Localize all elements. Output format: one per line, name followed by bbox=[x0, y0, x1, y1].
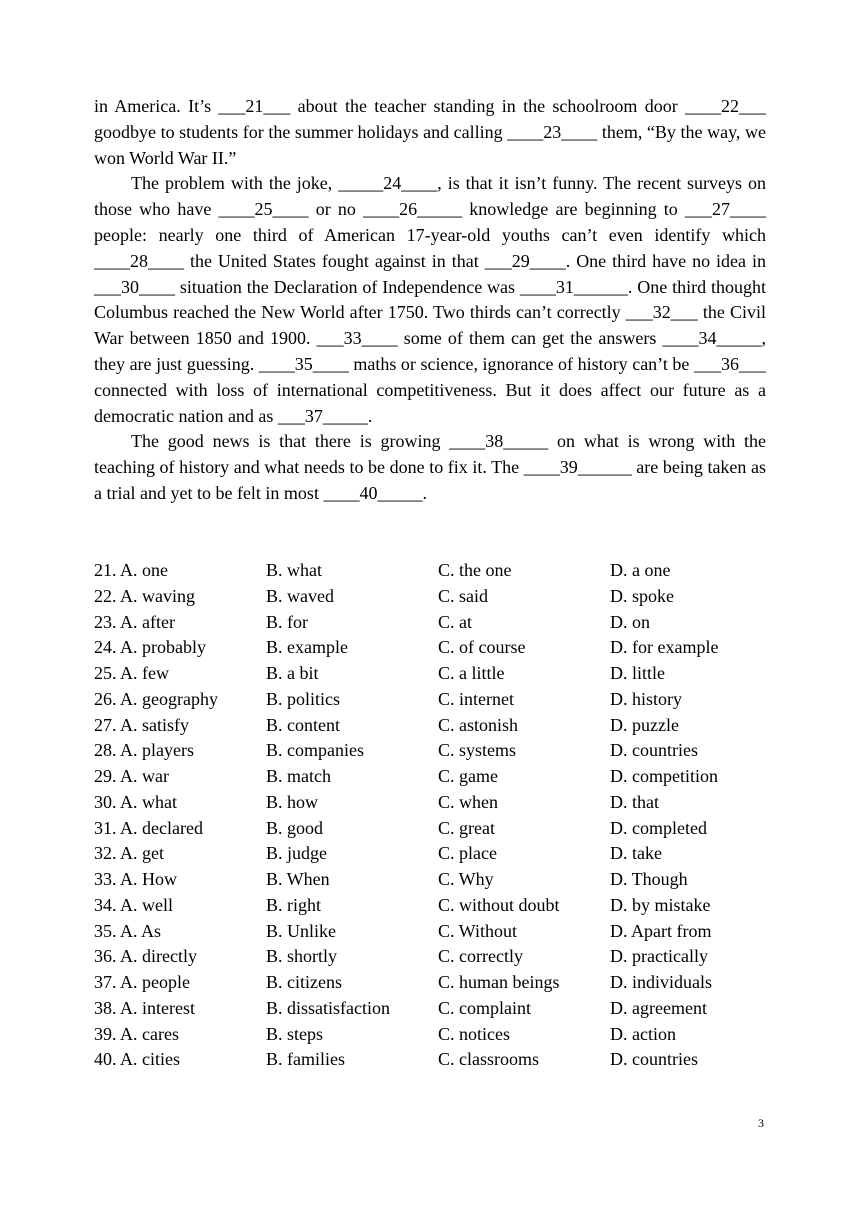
option-b: B. example bbox=[266, 637, 348, 658]
option-b: B. families bbox=[266, 1049, 345, 1070]
question-row bbox=[94, 713, 774, 739]
question-row bbox=[94, 996, 774, 1022]
option-d: D. a one bbox=[610, 560, 671, 580]
option-a: 31. A. declared bbox=[94, 817, 203, 838]
option-a: 28. A. players bbox=[94, 740, 194, 761]
question-row bbox=[94, 919, 774, 945]
option-c: C. Without bbox=[438, 920, 517, 941]
passage-paragraph-2: The problem with the joke, _____24____, is that it isn’t funny. The recent surveys on those who have ____25____ or no ____26_____ knowledge are beginning to ___27____ people: nearly one third of American 17-year-old youths can’t even identify which ____28____ the United States fought against in that ___29____. One third have no idea in ___30____ situation the Declaration of Independence was ____31______. One third thought Columbus reached the New World after 1750. Two thirds can’t correctly ___32___ the Civil War between 1850 and 1900. ___33____ some of them can get the answers ____34_____, they are just guessing. ____35____ maths or science, ignorance of history can’t be ___36___ connected with loss of international competitiveness. But it does affect our future as a democratic nation and as ___37_____. bbox=[94, 173, 766, 426]
option-c: C. at bbox=[438, 611, 472, 632]
option-c: C. internet bbox=[438, 688, 514, 709]
question-row bbox=[94, 1022, 774, 1048]
option-a: 21. A. one bbox=[94, 560, 168, 580]
question-row bbox=[94, 790, 774, 816]
option-a: 38. A. interest bbox=[94, 997, 195, 1018]
question-row bbox=[94, 635, 774, 661]
option-b: B. match bbox=[266, 766, 331, 786]
page-number: 3 bbox=[758, 1116, 764, 1130]
option-a: 39. A. cares bbox=[94, 1023, 179, 1044]
option-a: 26. A. geography bbox=[94, 688, 218, 709]
option-b: B. citizens bbox=[266, 972, 342, 992]
question-row bbox=[94, 970, 774, 996]
option-d: D. agreement bbox=[610, 997, 707, 1018]
option-d: D. for example bbox=[610, 637, 719, 658]
option-d: D. by mistake bbox=[610, 894, 711, 915]
option-b: B. politics bbox=[266, 688, 341, 709]
question-row bbox=[94, 841, 774, 867]
option-a: 40. A. cities bbox=[94, 1049, 180, 1070]
option-a: 33. A. How bbox=[94, 869, 178, 889]
option-a: 30. A. what bbox=[94, 791, 177, 812]
option-b: B. good bbox=[266, 817, 324, 838]
option-b: B. steps bbox=[266, 1023, 324, 1044]
option-c: C. the one bbox=[438, 560, 512, 580]
option-b: B. how bbox=[266, 791, 319, 812]
option-b: B. shortly bbox=[266, 946, 338, 967]
option-c: C. game bbox=[438, 766, 498, 786]
option-a: 35. A. As bbox=[94, 920, 162, 941]
option-a: 24. A. probably bbox=[94, 637, 206, 658]
option-d: D. history bbox=[610, 688, 682, 709]
option-c: C. notices bbox=[438, 1023, 510, 1044]
option-c: C. human beings bbox=[438, 972, 560, 992]
reading-passage bbox=[94, 94, 766, 507]
option-a: 29. A. war bbox=[94, 766, 169, 786]
question-row bbox=[94, 661, 774, 687]
question-row bbox=[94, 764, 774, 790]
option-a: 37. A. people bbox=[94, 972, 190, 992]
option-a: 36. A. directly bbox=[94, 946, 197, 967]
option-c: C. said bbox=[438, 585, 489, 606]
question-row bbox=[94, 584, 774, 610]
option-d: D. countries bbox=[610, 740, 698, 761]
option-c: C. Why bbox=[438, 869, 494, 889]
question-row bbox=[94, 1047, 774, 1073]
option-d: D. Though bbox=[610, 869, 688, 889]
option-b: B. companies bbox=[266, 740, 364, 761]
option-a: 34. A. well bbox=[94, 894, 173, 915]
question-row bbox=[94, 816, 774, 842]
option-b: B. Unlike bbox=[266, 920, 336, 941]
option-a: 27. A. satisfy bbox=[94, 714, 190, 735]
option-a: 23. A. after bbox=[94, 611, 175, 632]
option-d: D. little bbox=[610, 663, 665, 683]
option-c: C. systems bbox=[438, 740, 517, 761]
option-c: C. great bbox=[438, 817, 495, 838]
option-c: C. astonish bbox=[438, 714, 519, 735]
option-c: C. of course bbox=[438, 637, 526, 658]
option-c: C. correctly bbox=[438, 946, 523, 967]
question-row bbox=[94, 558, 774, 584]
option-d: D. individuals bbox=[610, 972, 712, 992]
option-a: 25. A. few bbox=[94, 663, 169, 683]
option-c: C. classrooms bbox=[438, 1049, 539, 1070]
option-b: B. judge bbox=[266, 843, 327, 864]
question-row bbox=[94, 867, 774, 893]
option-b: B. for bbox=[266, 611, 308, 632]
option-b: B. right bbox=[266, 894, 322, 915]
option-b: B. content bbox=[266, 714, 340, 735]
option-d: D. Apart from bbox=[610, 920, 712, 941]
question-row bbox=[94, 610, 774, 636]
option-d: D. practically bbox=[610, 946, 708, 967]
option-b: B. dissatisfaction bbox=[266, 997, 390, 1018]
question-row bbox=[94, 738, 774, 764]
option-d: D. on bbox=[610, 611, 650, 632]
option-d: D. completed bbox=[610, 817, 707, 838]
option-c: C. without doubt bbox=[438, 894, 560, 915]
option-d: D. action bbox=[610, 1023, 676, 1044]
option-a: 32. A. get bbox=[94, 843, 164, 864]
option-b: B. waved bbox=[266, 585, 334, 606]
question-row bbox=[94, 687, 774, 713]
option-c: C. complaint bbox=[438, 997, 531, 1018]
passage-paragraph-3: The good news is that there is growing ____38_____ on what is wrong with the teaching of history and what needs to be done to fix it. The ____39______ are being taken as a trial and yet to be felt in most ____40_____. bbox=[94, 431, 766, 503]
option-c: C. when bbox=[438, 791, 498, 812]
option-d: D. countries bbox=[610, 1049, 698, 1070]
question-row bbox=[94, 893, 774, 919]
option-d: D. that bbox=[610, 791, 659, 812]
answer-options-list bbox=[94, 558, 774, 1073]
option-c: C. place bbox=[438, 843, 497, 864]
option-d: D. take bbox=[610, 843, 662, 864]
option-b: B. what bbox=[266, 560, 322, 580]
passage-paragraph-1: in America. It’s ___21___ about the teacher standing in the schoolroom door ____22___ goodbye to students for the summer holidays and calling ____23____ them, “By the way, we won World War II.” bbox=[94, 96, 766, 168]
option-a: 22. A. waving bbox=[94, 585, 195, 606]
option-d: D. spoke bbox=[610, 585, 674, 606]
option-b: B. a bit bbox=[266, 663, 319, 683]
option-b: B. When bbox=[266, 869, 330, 889]
option-d: D. competition bbox=[610, 766, 718, 786]
option-c: C. a little bbox=[438, 663, 505, 683]
option-d: D. puzzle bbox=[610, 714, 679, 735]
question-row bbox=[94, 944, 774, 970]
